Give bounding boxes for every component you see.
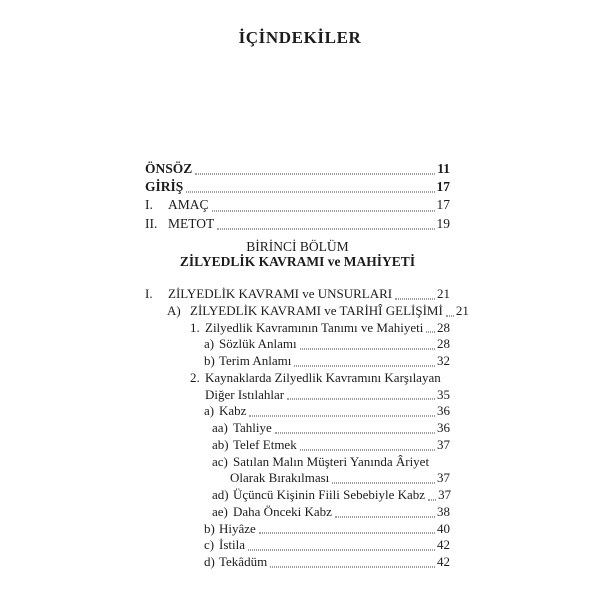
toc-row-label: b): [204, 520, 215, 536]
toc-row-label: d): [204, 554, 215, 569]
toc-row-text: METOT: [168, 215, 215, 231]
toc-row: [145, 320, 450, 337]
toc-row-label: II.: [145, 215, 158, 231]
toc-row: [145, 487, 450, 504]
dot-leader: [270, 566, 435, 567]
toc-row-page: 28: [437, 319, 450, 335]
toc-row-text: ZİLYEDLİK KAVRAMI ve UNSURLARI: [168, 286, 393, 301]
dot-leader: [217, 228, 434, 229]
page-title: İÇİNDEKİLER: [238, 28, 362, 47]
dot-leader: [428, 499, 436, 500]
toc-row-text: Diğer Istılahlar: [205, 386, 285, 402]
dot-leader: [259, 533, 435, 534]
toc-row-text: GİRİŞ: [145, 179, 184, 195]
toc-row: [145, 504, 450, 521]
toc-row-label: A): [167, 302, 181, 318]
toc-row-label: 2.: [190, 369, 200, 385]
front-matter-list: [145, 160, 450, 233]
toc-row-label: ac): [212, 453, 228, 469]
toc-row-page: 37: [437, 436, 450, 452]
toc-row-page: 17: [436, 197, 450, 213]
dot-leader: [300, 349, 435, 350]
dot-leader: [446, 315, 454, 316]
toc-row-text: Daha Önceki Kabz: [233, 503, 332, 519]
dot-leader: [335, 516, 435, 517]
dot-leader: [287, 399, 435, 400]
toc-row: [145, 196, 450, 214]
toc-row: [145, 420, 450, 437]
toc-row-text: Üçüncü Kişinin Fiili Sebebiyle Kabz: [233, 487, 426, 502]
dot-leader: [249, 416, 435, 417]
toc-row-label: a): [204, 403, 215, 419]
toc-row: [145, 160, 450, 178]
toc-row-page: 28: [437, 336, 450, 352]
toc-row: [145, 554, 450, 571]
dot-leader: [300, 449, 435, 450]
toc-row-page: 21: [437, 286, 450, 301]
toc-row-page: 36: [437, 420, 450, 435]
toc-row-page: 37: [437, 470, 450, 486]
toc-row-page: 19: [436, 215, 450, 231]
dot-leader: [426, 332, 435, 333]
toc-row-page: 32: [437, 353, 450, 368]
toc-row-page: 37: [438, 487, 452, 502]
toc-row-text: Kabz: [219, 403, 247, 419]
toc-row-label: a): [204, 336, 215, 352]
entries-list: [145, 286, 469, 571]
toc-row-page: 42: [437, 537, 450, 553]
toc-row-text: Satılan Malın Müşteri Yanında Âriyet: [233, 453, 430, 469]
toc-row: [145, 437, 450, 454]
toc-row-label: ab): [212, 436, 229, 452]
dot-leader: [212, 210, 435, 211]
toc-row-page: 42: [437, 554, 450, 569]
toc-row: [145, 302, 469, 320]
toc-row: [145, 470, 450, 487]
toc-row-text: ÖNSÖZ: [145, 161, 193, 176]
dot-leader: [395, 298, 435, 299]
section-header-kicker: BİRİNCİ BÖLÜM: [246, 239, 349, 254]
section-header-title: ZİLYEDLİK KAVRAMI ve MAHİYETİ: [179, 253, 416, 269]
toc-row-label: b): [204, 353, 215, 368]
toc-row: [145, 370, 450, 387]
toc-row: [145, 286, 450, 303]
toc-row-text: Sözlük Anlamı: [219, 336, 297, 352]
toc-row-page: 35: [437, 386, 450, 402]
toc-row-text: İstila: [219, 537, 245, 553]
toc-row: [145, 353, 450, 370]
toc-row-page: 17: [436, 179, 450, 195]
toc-row-page: 36: [437, 403, 450, 419]
toc-row-text: Olarak Bırakılması: [230, 470, 330, 486]
toc-row-page: 40: [437, 520, 450, 536]
toc-row-text: Tahliye: [233, 420, 272, 435]
toc-row-text: Zilyedlik Kavramının Tanımı ve Mahiyeti: [205, 319, 424, 335]
toc-row: [145, 215, 450, 233]
toc-row-text: Kaynaklarda Zilyedlik Kavramını Karşılayan: [205, 369, 441, 385]
toc-row-page: 21: [455, 302, 469, 318]
dot-leader: [248, 550, 435, 551]
dot-leader: [294, 365, 435, 366]
toc-row-label: 1.: [190, 319, 200, 335]
toc-row: [145, 537, 450, 554]
toc-row-text: Hiyâze: [219, 520, 256, 536]
section-header: [145, 240, 450, 269]
dot-leader: [275, 432, 435, 433]
toc-row-label: c): [204, 537, 215, 553]
toc-row: [145, 454, 450, 471]
toc-row-text: Terim Anlamı: [219, 353, 292, 368]
toc-row-text: AMAÇ: [168, 197, 209, 213]
toc-row-label: I.: [145, 197, 153, 213]
toc-row: [145, 521, 450, 538]
toc-row-page: 38: [437, 503, 450, 519]
toc-row-label: ae): [212, 503, 228, 519]
dot-leader: [186, 192, 434, 193]
toc-row-label: I.: [145, 286, 153, 301]
toc-row-text: ZİLYEDLİK KAVRAMI ve TARİHÎ GELİŞİMİ: [190, 302, 443, 318]
toc-row: [145, 178, 450, 196]
toc-row-label: ad): [212, 487, 229, 502]
dot-leader: [195, 174, 435, 175]
dot-leader: [332, 483, 435, 484]
toc-row-label: aa): [212, 420, 228, 435]
toc-block: [145, 0, 469, 600]
toc-row: [145, 387, 450, 404]
toc-row-page: 11: [437, 161, 450, 176]
toc-row-text: Tekâdüm: [219, 554, 268, 569]
toc-row: [145, 336, 450, 353]
toc-row: [145, 403, 450, 420]
toc-row-text: Telef Etmek: [233, 436, 297, 452]
